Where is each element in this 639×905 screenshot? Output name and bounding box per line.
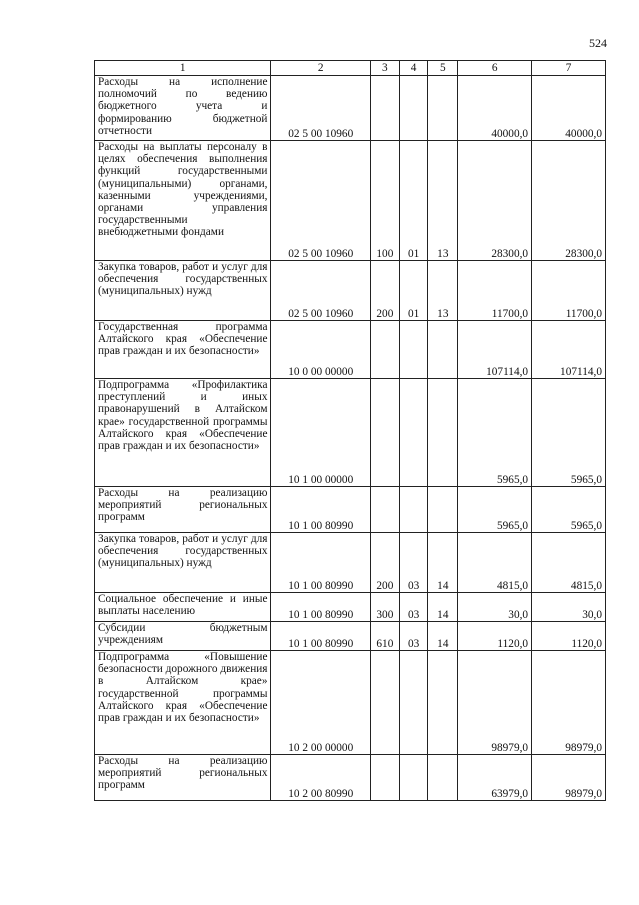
row-section: 03 bbox=[399, 593, 428, 622]
column-header-5: 5 bbox=[428, 61, 458, 76]
row-section: 01 bbox=[399, 261, 428, 321]
row-subsection bbox=[428, 755, 458, 801]
row-code: 10 2 00 80990 bbox=[271, 755, 371, 801]
row-code: 10 1 00 80990 bbox=[271, 593, 371, 622]
row-amount-2: 1120,0 bbox=[532, 622, 606, 651]
row-amount-2: 11700,0 bbox=[532, 261, 606, 321]
row-amount-1: 40000,0 bbox=[458, 76, 532, 141]
table-body bbox=[95, 76, 606, 801]
column-header-2: 2 bbox=[271, 61, 371, 76]
table-row bbox=[95, 321, 606, 379]
row-amount-1: 4815,0 bbox=[458, 533, 532, 593]
row-name: Социальное обеспечение и иные выплаты населению bbox=[95, 593, 271, 622]
row-amount-1: 98979,0 bbox=[458, 651, 532, 755]
table-row bbox=[95, 76, 606, 141]
table-row bbox=[95, 622, 606, 651]
row-subsection: 13 bbox=[428, 141, 458, 261]
row-amount-1: 5965,0 bbox=[458, 487, 532, 533]
page-number: 524 bbox=[589, 36, 607, 50]
row-expense-type bbox=[371, 76, 400, 141]
table-header-row bbox=[95, 61, 606, 76]
row-subsection bbox=[428, 651, 458, 755]
row-amount-2: 5965,0 bbox=[532, 487, 606, 533]
row-expense-type: 610 bbox=[371, 622, 400, 651]
row-amount-1: 11700,0 bbox=[458, 261, 532, 321]
row-amount-2: 30,0 bbox=[532, 593, 606, 622]
row-section bbox=[399, 379, 428, 487]
table-row bbox=[95, 755, 606, 801]
row-amount-1: 63979,0 bbox=[458, 755, 532, 801]
row-subsection: 14 bbox=[428, 533, 458, 593]
row-subsection: 14 bbox=[428, 622, 458, 651]
row-name: Расходы на реализацию мероприятий региональных программ bbox=[95, 487, 271, 533]
row-amount-2: 4815,0 bbox=[532, 533, 606, 593]
row-subsection: 14 bbox=[428, 593, 458, 622]
row-code: 10 1 00 80990 bbox=[271, 533, 371, 593]
row-name: Государственная программа Алтайского края «Обеспечение прав граждан и их безопасности» bbox=[95, 321, 271, 379]
row-amount-1: 107114,0 bbox=[458, 321, 532, 379]
row-name: Закупка товаров, работ и услуг для обеспечения государственных (муниципальных) нужд bbox=[95, 533, 271, 593]
row-section: 03 bbox=[399, 622, 428, 651]
row-section bbox=[399, 321, 428, 379]
row-expense-type bbox=[371, 379, 400, 487]
row-name: Расходы на выплаты персоналу в целях обеспечения выполнения функций государственными (муниципальными) органами, казенными учреждениями, органами управления государственными внебюджетными фондами bbox=[95, 141, 271, 261]
row-section bbox=[399, 487, 428, 533]
row-amount-2: 28300,0 bbox=[532, 141, 606, 261]
row-section: 03 bbox=[399, 533, 428, 593]
row-section bbox=[399, 76, 428, 141]
table-row bbox=[95, 593, 606, 622]
table-row bbox=[95, 141, 606, 261]
row-subsection: 13 bbox=[428, 261, 458, 321]
row-expense-type: 300 bbox=[371, 593, 400, 622]
row-name: Расходы на реализацию мероприятий региональных программ bbox=[95, 755, 271, 801]
row-name: Подпрограмма «Повышение безопасности дорожного движения в Алтайском крае» государственной программы Алтайского края «Обеспечение прав граждан и их безопасности» bbox=[95, 651, 271, 755]
column-header-4: 4 bbox=[399, 61, 428, 76]
table-row bbox=[95, 651, 606, 755]
row-amount-2: 5965,0 bbox=[532, 379, 606, 487]
budget-table bbox=[94, 60, 606, 801]
row-code: 10 1 00 00000 bbox=[271, 379, 371, 487]
row-expense-type bbox=[371, 755, 400, 801]
row-section: 01 bbox=[399, 141, 428, 261]
row-amount-1: 5965,0 bbox=[458, 379, 532, 487]
row-expense-type bbox=[371, 487, 400, 533]
column-header-7: 7 bbox=[532, 61, 606, 76]
row-section bbox=[399, 755, 428, 801]
row-expense-type: 100 bbox=[371, 141, 400, 261]
row-name: Подпрограмма «Профилактика преступлений и иных правонарушений в Алтайском крае» государственной программы Алтайского края «Обеспечение прав граждан и их безопасности» bbox=[95, 379, 271, 487]
table-row bbox=[95, 261, 606, 321]
row-name: Расходы на исполнение полномочий по ведению бюджетного учета и формированию бюджетной отчетности bbox=[95, 76, 271, 141]
row-code: 10 1 00 80990 bbox=[271, 487, 371, 533]
row-expense-type: 200 bbox=[371, 533, 400, 593]
row-name: Субсидии бюджетным учреждениям bbox=[95, 622, 271, 651]
row-subsection bbox=[428, 487, 458, 533]
row-amount-1: 1120,0 bbox=[458, 622, 532, 651]
row-amount-2: 98979,0 bbox=[532, 651, 606, 755]
table-row bbox=[95, 487, 606, 533]
row-code: 10 1 00 80990 bbox=[271, 622, 371, 651]
row-subsection bbox=[428, 321, 458, 379]
row-amount-2: 40000,0 bbox=[532, 76, 606, 141]
column-header-6: 6 bbox=[458, 61, 532, 76]
row-amount-2: 98979,0 bbox=[532, 755, 606, 801]
row-name: Закупка товаров, работ и услуг для обеспечения государственных (муниципальных) нужд bbox=[95, 261, 271, 321]
row-subsection bbox=[428, 379, 458, 487]
row-expense-type bbox=[371, 321, 400, 379]
row-expense-type bbox=[371, 651, 400, 755]
row-code: 10 0 00 00000 bbox=[271, 321, 371, 379]
row-code: 10 2 00 00000 bbox=[271, 651, 371, 755]
table-row bbox=[95, 379, 606, 487]
row-amount-1: 28300,0 bbox=[458, 141, 532, 261]
row-amount-2: 107114,0 bbox=[532, 321, 606, 379]
row-expense-type: 200 bbox=[371, 261, 400, 321]
row-code: 02 5 00 10960 bbox=[271, 261, 371, 321]
column-header-1: 1 bbox=[95, 61, 271, 76]
column-header-3: 3 bbox=[371, 61, 400, 76]
row-amount-1: 30,0 bbox=[458, 593, 532, 622]
row-section bbox=[399, 651, 428, 755]
row-code: 02 5 00 10960 bbox=[271, 76, 371, 141]
row-subsection bbox=[428, 76, 458, 141]
table-row bbox=[95, 533, 606, 593]
row-code: 02 5 00 10960 bbox=[271, 141, 371, 261]
